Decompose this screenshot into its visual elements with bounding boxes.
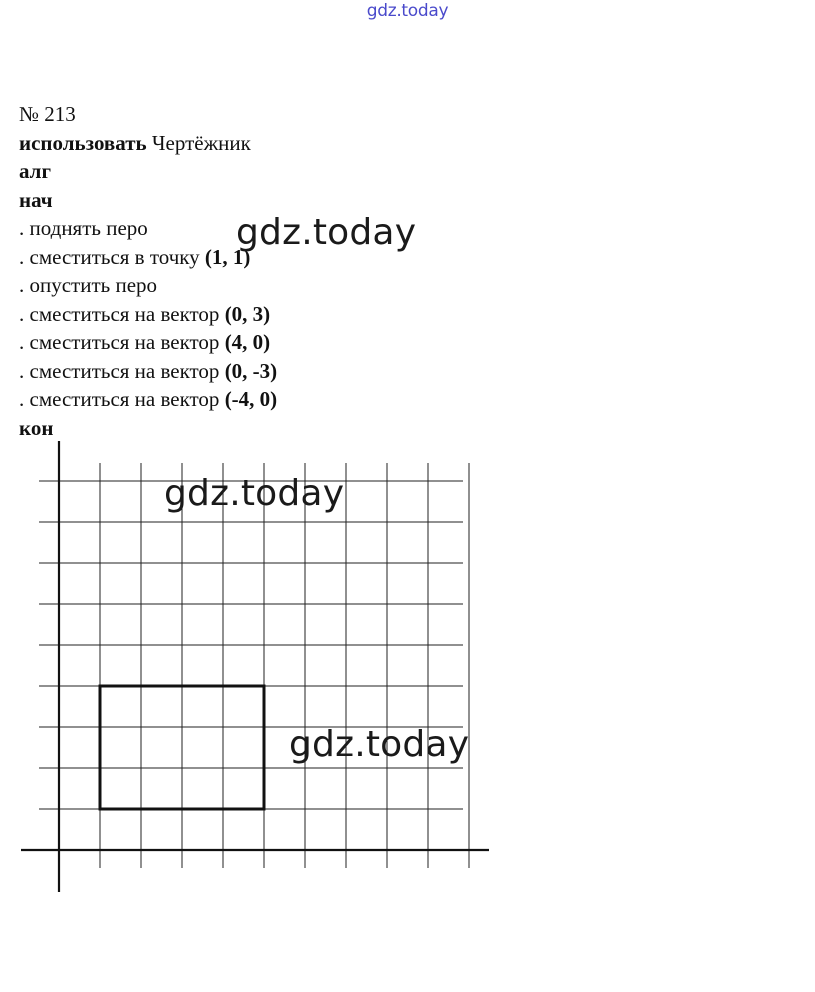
keyword-use: использовать [19,130,147,155]
problem-number: № 213 [19,102,76,126]
keyword-end: кон [19,415,54,440]
command-args: (4, 0) [224,330,271,354]
command-text: . сместиться на вектор [19,301,225,326]
command-args: (0, -3) [224,358,278,383]
watermark-text: gdz.today [164,473,345,514]
command-text: . сместиться в точку [19,244,205,269]
grid-lines [39,463,469,868]
header-watermark: gdz.today [366,1,449,21]
command-args: (0, 3) [224,301,271,326]
command-text: . поднять перо [19,216,148,240]
command-text: . опустить перо [19,273,158,297]
keyword-alg: алг [19,159,52,183]
command-text: . сместиться на вектор [19,387,225,411]
command-args: (1, 1) [204,244,251,269]
watermark-text: gdz.today [289,724,470,765]
keyword-begin: нач [19,187,53,212]
command-text: . сместиться на вектор [19,330,225,354]
command-args: (-4, 0) [224,387,278,411]
performer-name: Чертёжник [146,130,251,155]
watermark-text: gdz.today [236,212,417,253]
command-text: . сместиться на вектор [19,358,225,383]
